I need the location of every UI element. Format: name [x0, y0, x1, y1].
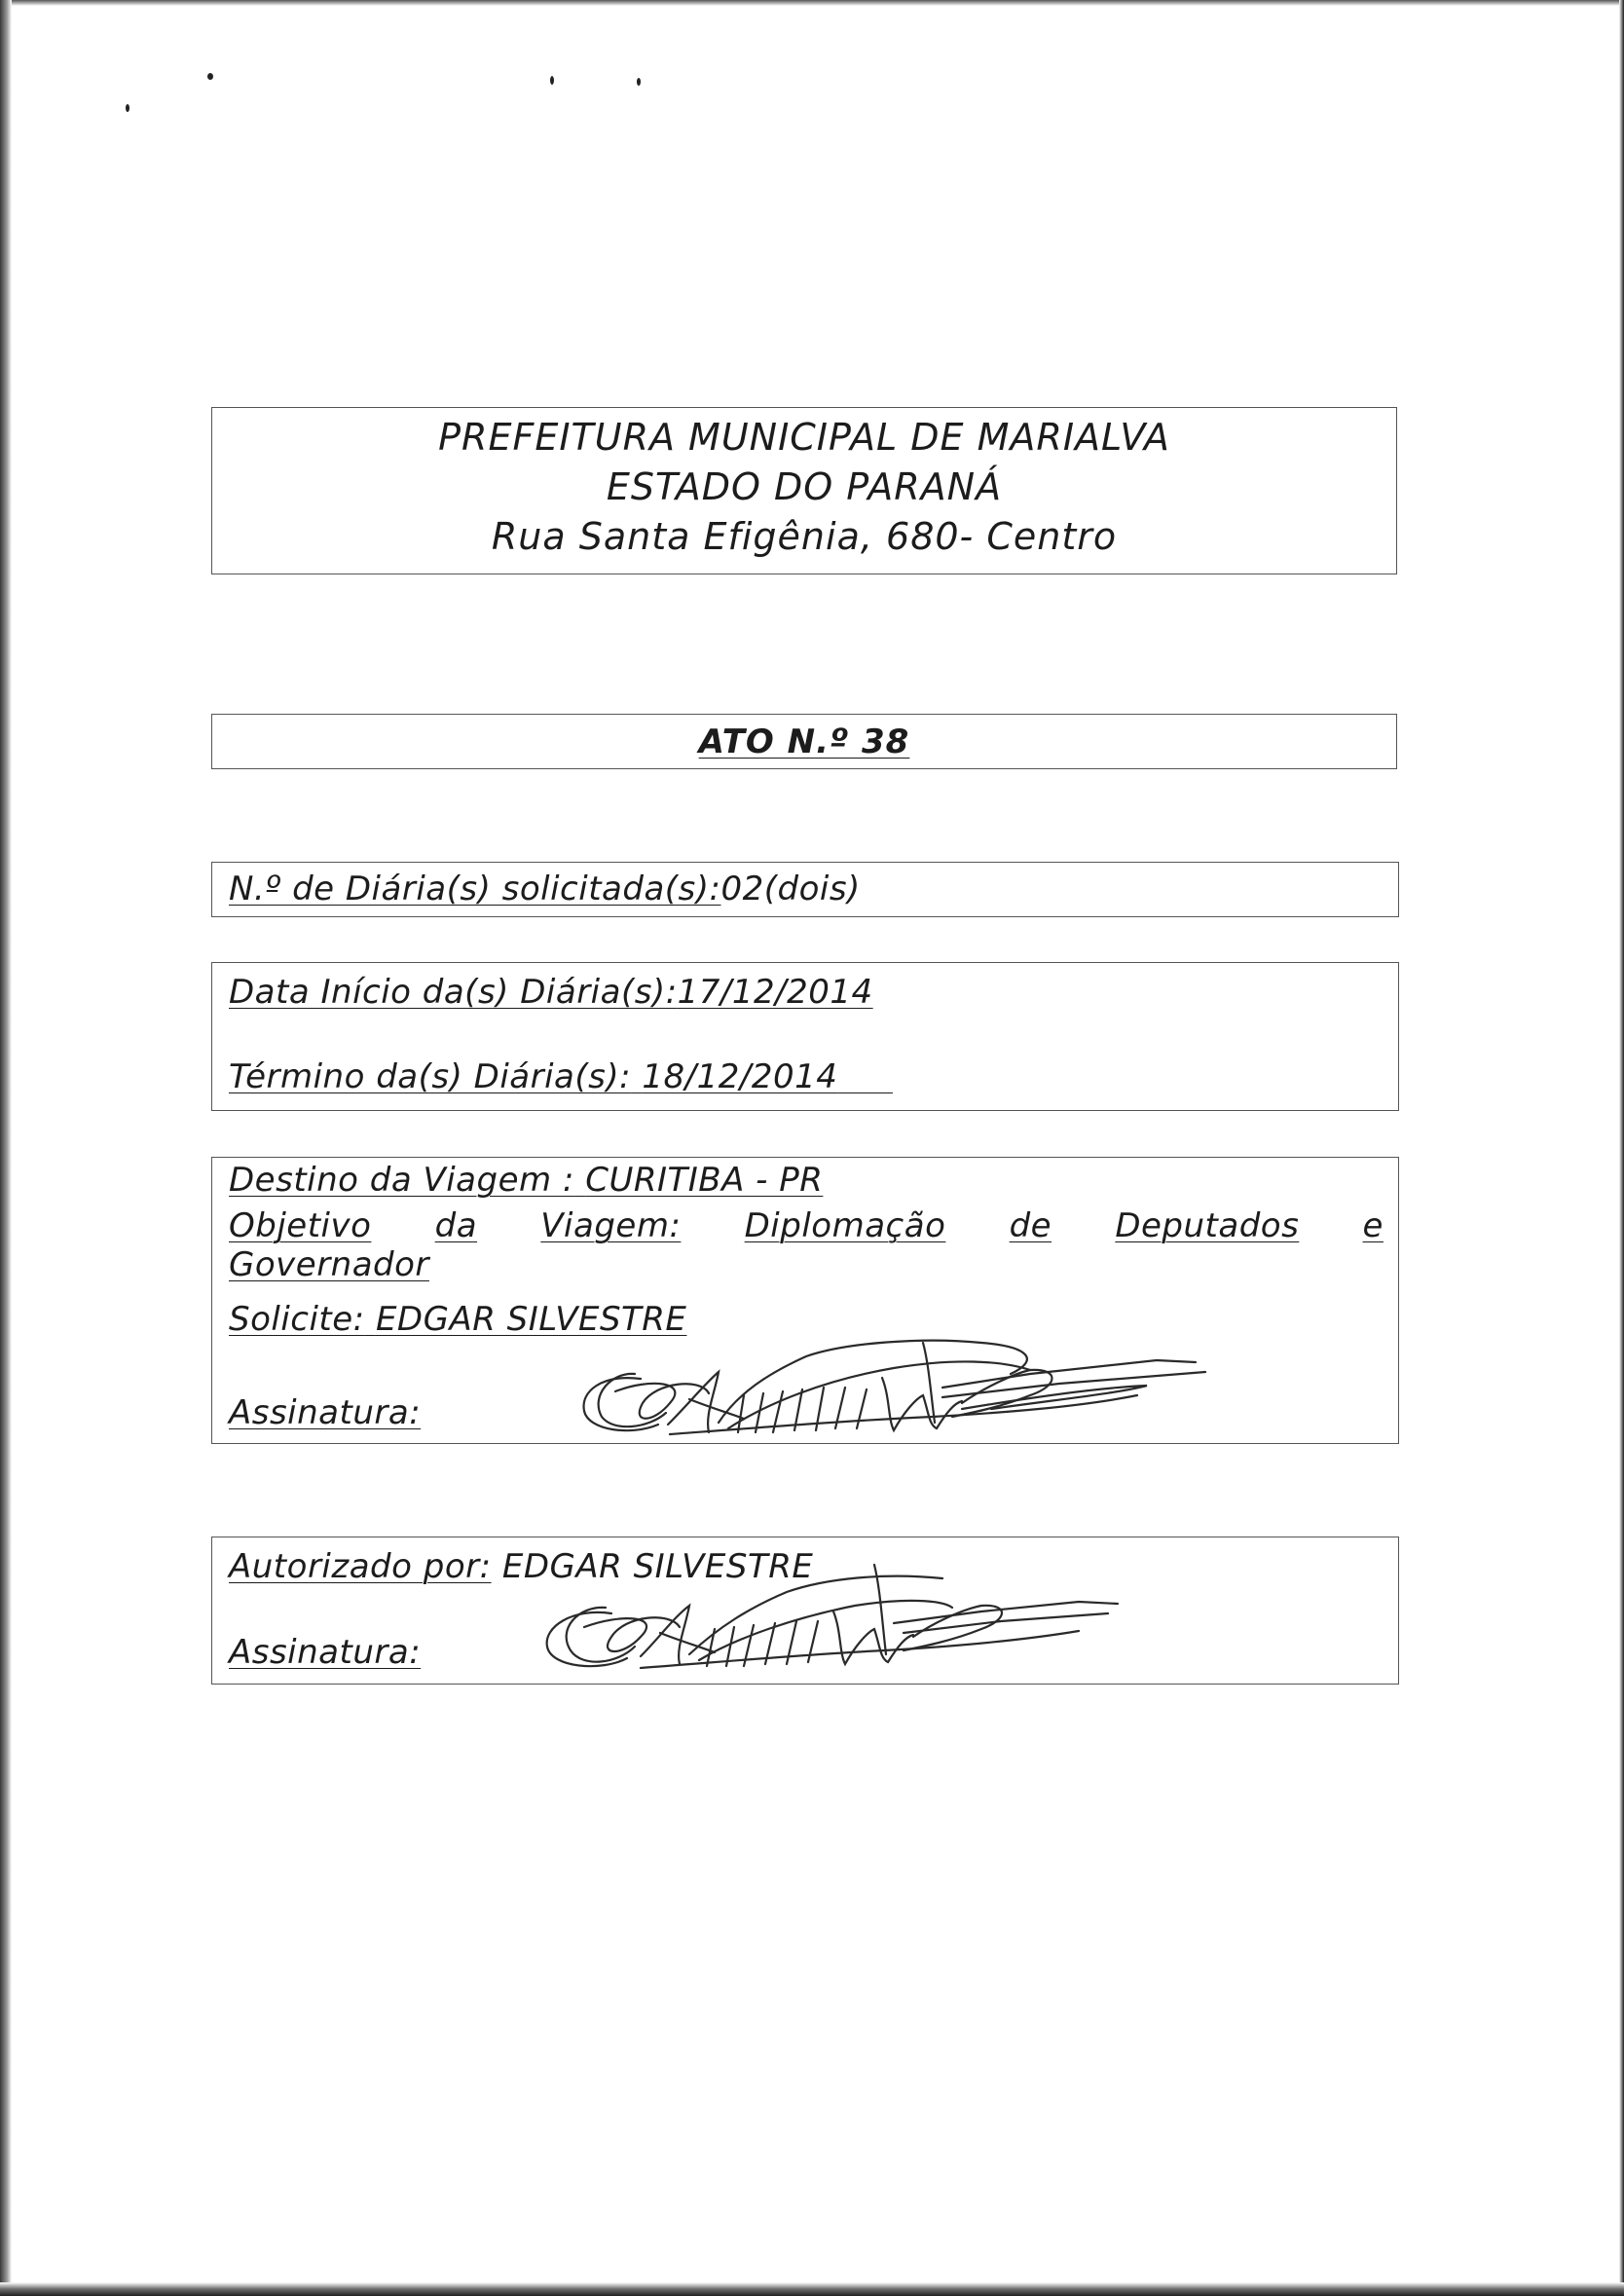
requester-value: EDGAR SILVESTRE: [375, 1300, 687, 1339]
scan-edge-right: [1619, 0, 1624, 2296]
trip-box: [211, 1157, 1399, 1444]
daily-count-row: [229, 870, 861, 908]
objective-word: e: [1362, 1206, 1384, 1245]
scan-speck: [550, 76, 554, 85]
municipality-name: PREFEITURA MUNICIPAL DE MARIALVA: [438, 416, 1170, 459]
scan-speck: [126, 104, 129, 112]
destination-value: CURITIBA - PR: [585, 1161, 824, 1200]
end-date-label: Término da(s) Diária(s):: [229, 1057, 632, 1096]
objective-word: Deputados: [1115, 1206, 1300, 1245]
objective-row: [229, 1206, 1384, 1245]
start-date-row: [229, 973, 873, 1012]
objective-continuation: Governador: [229, 1245, 429, 1284]
daily-count-box: [211, 862, 1399, 917]
objective-word: de: [1009, 1206, 1052, 1245]
destination-label: Destino da Viagem :: [229, 1161, 574, 1200]
authorization-signature-label: Assinatura:: [229, 1633, 422, 1672]
scan-edge-bottom: [0, 2282, 1624, 2296]
objective-word: Diplomação: [744, 1206, 946, 1245]
authorized-by-value: EDGAR SILVESTRE: [501, 1547, 814, 1586]
authorized-by-label: Autorizado por:: [229, 1547, 492, 1586]
scan-edge-top: [0, 0, 1624, 6]
daily-count-label: N.º de Diária(s) solicitada(s):: [229, 870, 721, 908]
authorization-box: [211, 1537, 1399, 1685]
address: Rua Santa Efigênia, 680- Centro: [491, 515, 1118, 558]
act-box: [211, 714, 1397, 769]
scan-speck: [207, 73, 213, 80]
objective-word: da: [434, 1206, 478, 1245]
header-box: [211, 407, 1397, 574]
end-date-value: 18/12/2014: [642, 1057, 838, 1096]
requester-label: Solicite:: [229, 1300, 365, 1339]
signature-label: Assinatura:: [229, 1393, 422, 1432]
dates-box: [211, 962, 1399, 1111]
daily-count-value: 02(dois): [720, 870, 861, 908]
end-date-row: [229, 1057, 893, 1096]
start-date-label: Data Início da(s) Diária(s):: [229, 973, 678, 1012]
authorizer-signature: [534, 1559, 1176, 1680]
destination-row: [229, 1161, 823, 1200]
start-date-value: 17/12/2014: [677, 973, 873, 1012]
state-name: ESTADO DO PARANÁ: [606, 465, 1003, 508]
scan-speck: [637, 78, 641, 86]
objective-block: [229, 1206, 1384, 1284]
objective-word: Viagem:: [540, 1206, 682, 1245]
requester-row: [229, 1300, 686, 1339]
scan-edge-left: [0, 0, 12, 2296]
act-title: ATO N.º 38: [698, 722, 910, 761]
objective-word: Objetivo: [229, 1206, 372, 1245]
requester-signature: [572, 1335, 1273, 1444]
